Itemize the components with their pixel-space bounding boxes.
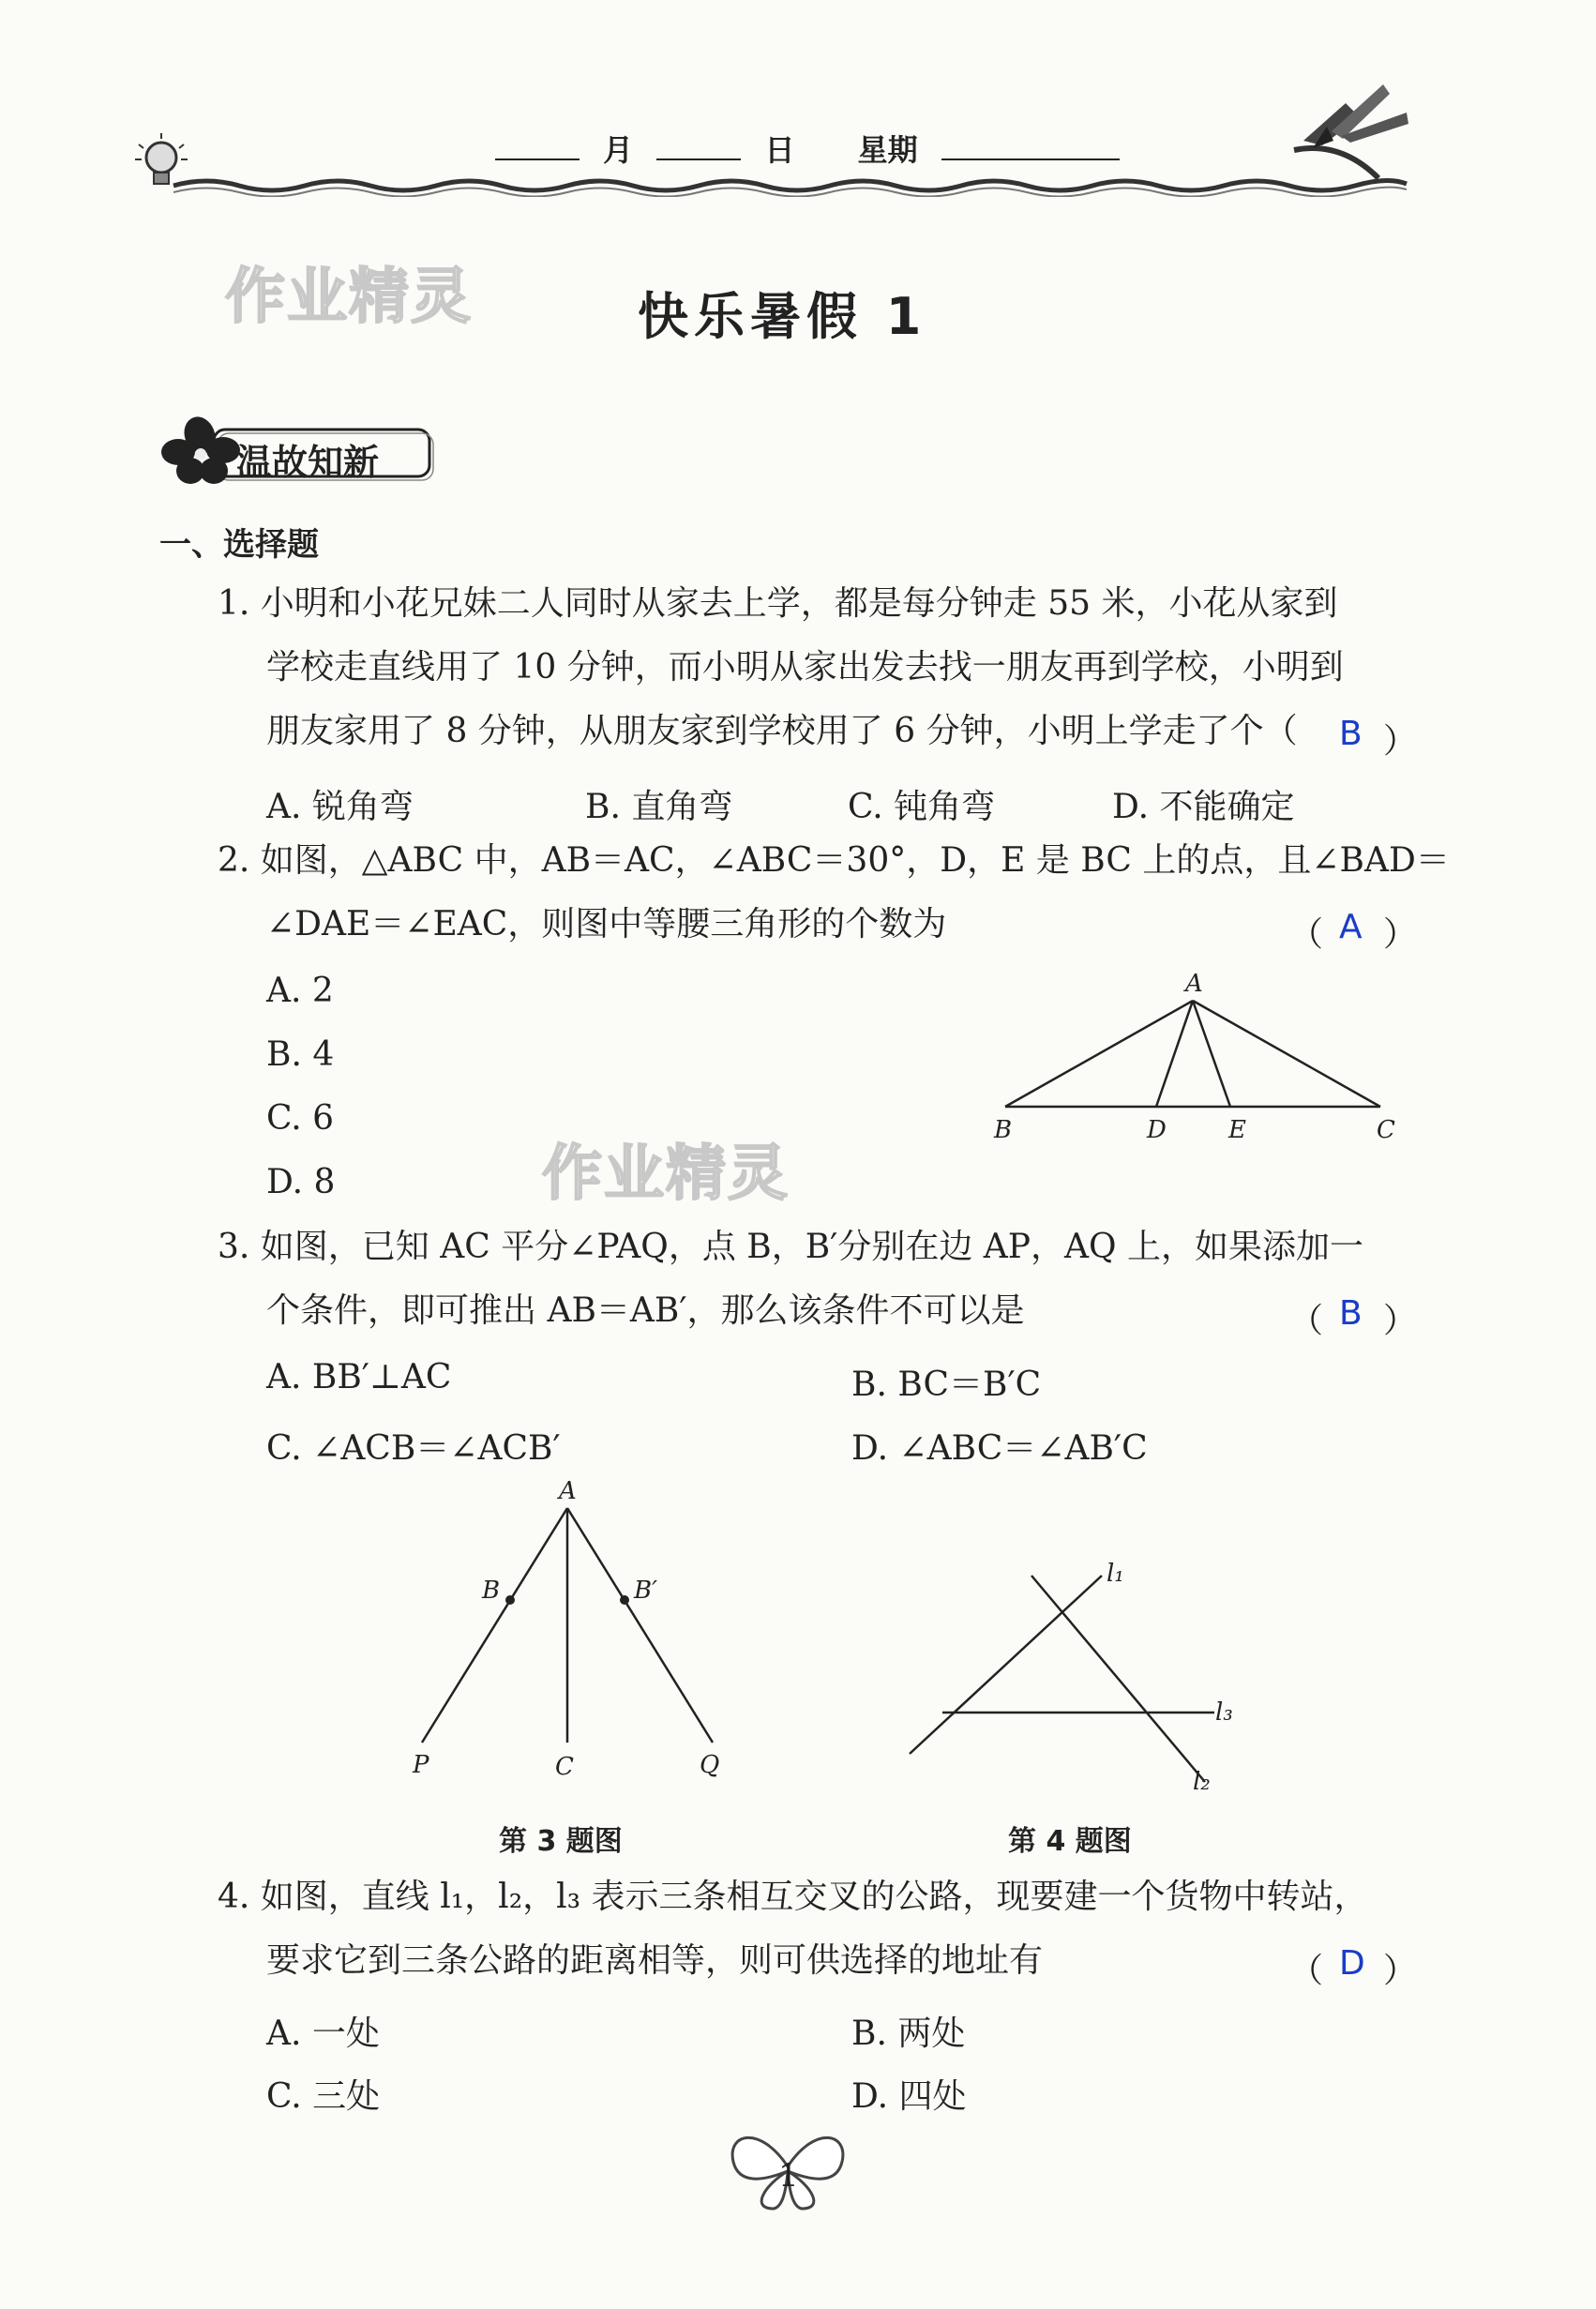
fig4-lines-figure	[900, 1547, 1257, 1801]
q3-angle-figure	[394, 1472, 731, 1782]
label-b: B	[482, 1577, 501, 1605]
label-c: C	[1377, 1116, 1395, 1144]
q3-answer: B	[1339, 1294, 1363, 1333]
page-number: 1	[778, 2157, 799, 2195]
q2-paren-close: ）	[1383, 915, 1418, 954]
q2-option-b: B. 4	[266, 1035, 335, 1074]
q3-option-b: B. BC＝B′C	[851, 1366, 1042, 1404]
q4-line-1: 4. 如图，直线 l₁，l₂，l₃ 表示三条相互交叉的公路，现要建一个货物中转站，	[218, 1878, 1368, 1916]
q2-option-d: D. 8	[266, 1163, 336, 1201]
q2-option-a: A. 2	[266, 972, 334, 1010]
q4-option-c: C. 三处	[266, 2077, 381, 2116]
day-label: 日	[764, 132, 795, 168]
label-p: P	[413, 1751, 429, 1779]
q4-answer: D	[1339, 1944, 1365, 1983]
q3-line-1: 3. 如图，已知 AC 平分∠PAQ，点 B，B′分别在边 AP，AQ 上，如果添加一	[218, 1228, 1363, 1266]
segment-ae	[1193, 1001, 1230, 1107]
point-b	[505, 1595, 515, 1605]
q3-line-2: 个条件，即可推出 AB＝AB′，那么该条件不可以是	[266, 1291, 1025, 1330]
q1-option-c: C. 钝角弯	[848, 788, 996, 826]
q2-paren-open: （	[1289, 915, 1324, 954]
date-line	[495, 127, 1120, 170]
q1-answer: B	[1339, 715, 1363, 753]
label-b: B	[994, 1116, 1013, 1144]
ray-aq	[567, 1508, 713, 1743]
flower-decoration-icon	[1275, 75, 1416, 188]
q2-line-2: ∠DAE＝∠EAC，则图中等腰三角形的个数为	[266, 905, 947, 943]
page-title: 快乐暑假 1	[638, 287, 927, 346]
badge-label: 温故知新	[236, 442, 380, 483]
weekday-blank[interactable]	[941, 134, 1120, 160]
point-b-prime	[620, 1595, 629, 1605]
q1-line-1: 1. 小明和小花兄妹二人同时从家去上学，都是每分钟走 55 米，小花从家到	[218, 584, 1338, 623]
q1-line-2: 学校走直线用了 10 分钟，而小明从家出发去找一朋友再到学校，小明到	[266, 648, 1344, 687]
label-l3: l₃	[1215, 1698, 1233, 1727]
fig4-caption: 第 4 题图	[1008, 1825, 1132, 1858]
q1-option-a: A. 锐角弯	[266, 788, 414, 826]
label-e: E	[1228, 1116, 1246, 1144]
segment-ab	[1005, 1001, 1193, 1107]
q2-triangle-figure	[975, 961, 1416, 1149]
q1-paren-close: ）	[1383, 722, 1418, 761]
ray-ap	[422, 1508, 567, 1743]
q4-option-d: D. 四处	[851, 2077, 967, 2116]
q4-option-b: B. 两处	[851, 2015, 966, 2053]
q3-paren-open: （	[1289, 1302, 1324, 1340]
q3-paren-close: ）	[1383, 1302, 1418, 1340]
lightbulb-icon	[133, 131, 189, 197]
label-l1: l₁	[1107, 1560, 1124, 1588]
label-c: C	[555, 1753, 574, 1781]
label-d: D	[1147, 1116, 1167, 1144]
q4-option-a: A. 一处	[266, 2015, 380, 2053]
line-l1	[910, 1576, 1102, 1754]
q2-answer: A	[1339, 908, 1363, 946]
q1-line-3: 朋友家用了 8 分钟，从朋友家到学校用了 6 分钟，小明上学走了个（	[266, 712, 1298, 750]
weekday-label: 星期	[857, 132, 918, 168]
label-b-prime: B′	[634, 1577, 658, 1605]
segment-ad	[1156, 1001, 1193, 1107]
q2-option-c: C. 6	[266, 1099, 335, 1138]
section-heading: 一、选择题	[159, 526, 319, 564]
q1-option-d: D. 不能确定	[1112, 788, 1295, 826]
label-a: A	[1185, 970, 1203, 998]
watermark-middle: 作业精灵	[542, 1139, 790, 1209]
q4-paren-open: （	[1289, 1952, 1324, 1990]
q2-line-1: 2. 如图，△ABC 中，AB＝AC，∠ABC＝30°，D，E 是 BC 上的点，且∠BAD＝	[218, 841, 1450, 880]
q3-option-d: D. ∠ABC＝∠AB′C	[851, 1429, 1148, 1468]
label-l2: l₂	[1193, 1768, 1211, 1796]
label-q: Q	[700, 1751, 720, 1779]
q1-option-b: B. 直角弯	[585, 788, 733, 826]
watermark-top: 作业精灵	[225, 263, 473, 332]
q4-paren-close: ）	[1383, 1952, 1418, 1990]
label-a: A	[559, 1477, 577, 1505]
line-l2	[1031, 1576, 1205, 1782]
q3-option-a: A. BB′⊥AC	[266, 1358, 452, 1396]
month-label: 月	[603, 132, 634, 168]
fig3-caption: 第 3 题图	[499, 1825, 623, 1858]
segment-ac	[1193, 1001, 1380, 1107]
section-badge	[158, 413, 435, 488]
day-blank[interactable]	[656, 134, 741, 160]
q3-option-c: C. ∠ACB＝∠ACB′	[266, 1429, 561, 1468]
month-blank[interactable]	[495, 134, 580, 160]
q4-line-2: 要求它到三条公路的距离相等，则可供选择的地址有	[266, 1941, 1044, 1980]
